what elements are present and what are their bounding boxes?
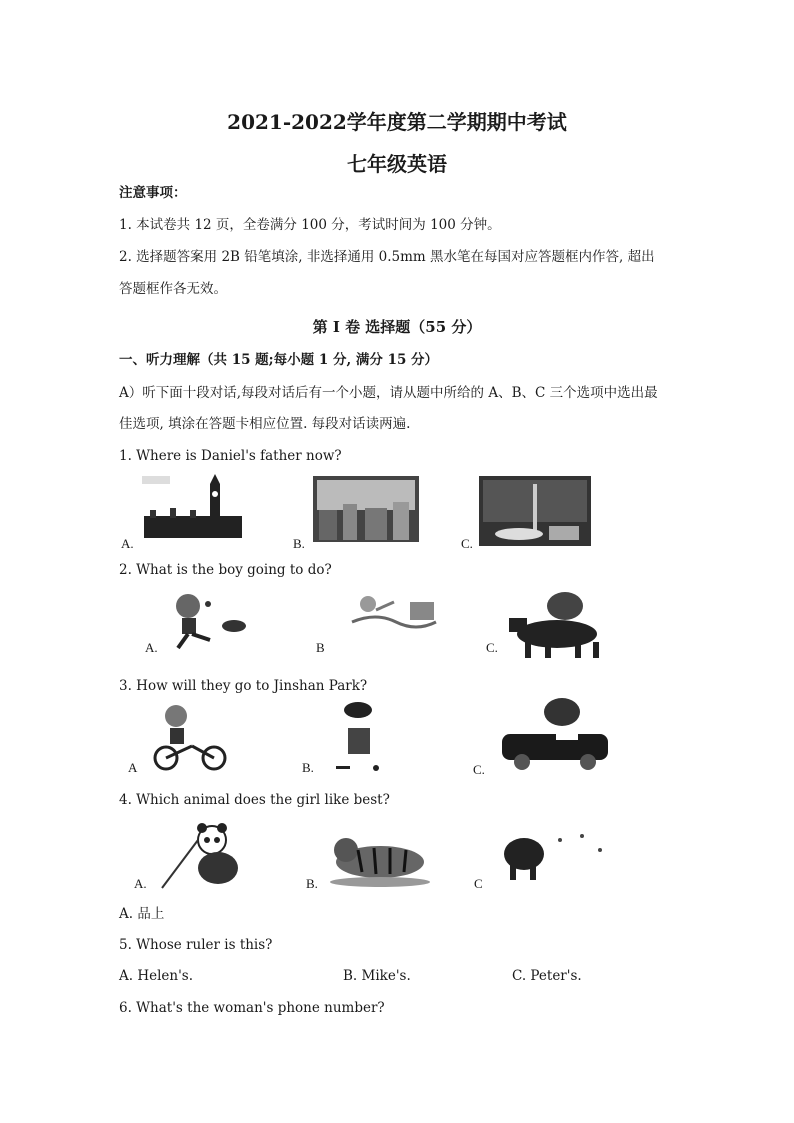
q2-option-a: A. bbox=[145, 640, 158, 655]
big-ben-landmark-icon bbox=[140, 474, 246, 542]
q2-option-c: C. bbox=[486, 640, 498, 655]
q1-option-a: A. bbox=[121, 536, 134, 551]
boy-skating-icon bbox=[160, 592, 250, 654]
question-2: 2. What is the boy going to do? bbox=[119, 562, 332, 578]
q3-option-c: C. bbox=[473, 762, 485, 777]
exam-subtitle: 七年级英语 bbox=[347, 152, 447, 176]
boy-riding-horse-icon bbox=[505, 588, 617, 660]
elephant-icon bbox=[490, 830, 608, 886]
q3-option-b: B. bbox=[302, 760, 314, 775]
q4-option-c: C bbox=[474, 876, 483, 891]
q5-option-c: C. Peter's. bbox=[512, 968, 582, 984]
q4-option-a: A. bbox=[134, 876, 147, 891]
exam-title: 2021-2022学年度第二学期期中考试 bbox=[227, 110, 567, 134]
notice-heading: 注意事项： bbox=[119, 185, 187, 201]
q1-option-b: B. bbox=[293, 536, 305, 551]
stray-answer-line: A. 品上 bbox=[119, 906, 165, 922]
tower-skyline-icon bbox=[479, 476, 591, 546]
person-walking-icon bbox=[330, 700, 390, 776]
question-5: 5. Whose ruler is this? bbox=[119, 937, 273, 953]
q5-option-b: B. Mike's. bbox=[343, 968, 411, 984]
castle-city-icon bbox=[313, 476, 419, 542]
q1-option-c: C. bbox=[461, 536, 473, 551]
q4-option-b: B. bbox=[306, 876, 318, 891]
question-3: 3. How will they go to Jinshan Park? bbox=[119, 678, 368, 694]
q3-option-a: A bbox=[128, 760, 138, 775]
notice-line-1: 1. 本试卷共 12 页，全卷满分 100 分，考试时间为 100 分钟。 bbox=[119, 217, 501, 233]
question-1: 1. Where is Daniel's father now? bbox=[119, 448, 342, 464]
notice-line-2a: 2. 选择题答案用 2B 铅笔填涂, 非选择通用 0.5mm 黑水笔在每国对应答题框内作答, 超出 bbox=[119, 249, 655, 265]
part-heading: 第 I 卷 选择题（55 分） bbox=[312, 318, 482, 336]
q5-option-a: A. Helen's. bbox=[119, 968, 194, 984]
notice-line-2b: 答题框作各无效。 bbox=[119, 281, 227, 297]
girl-bicycle-icon bbox=[152, 704, 232, 772]
man-car-icon bbox=[496, 696, 614, 772]
question-6: 6. What's the woman's phone number? bbox=[119, 1000, 385, 1016]
instruction-line-b: 佳选项, 填涂在答题卡相应位置. 每段对话读两遍. bbox=[119, 416, 411, 432]
instruction-line-a: A）听下面十段对话,每段对话后有一个小题，请从题中所给的 A、B、C 三个选项中选出最 bbox=[119, 385, 658, 401]
question-4: 4. Which animal does the girl like best? bbox=[119, 792, 390, 808]
section-heading: 一、听力理解（共 15 题;每小题 1 分, 满分 15 分） bbox=[119, 352, 439, 368]
panda-bamboo-icon bbox=[158, 820, 254, 890]
tiger-icon bbox=[328, 822, 434, 888]
q2-option-b: B bbox=[316, 640, 325, 655]
boy-swimming-icon bbox=[346, 592, 442, 640]
